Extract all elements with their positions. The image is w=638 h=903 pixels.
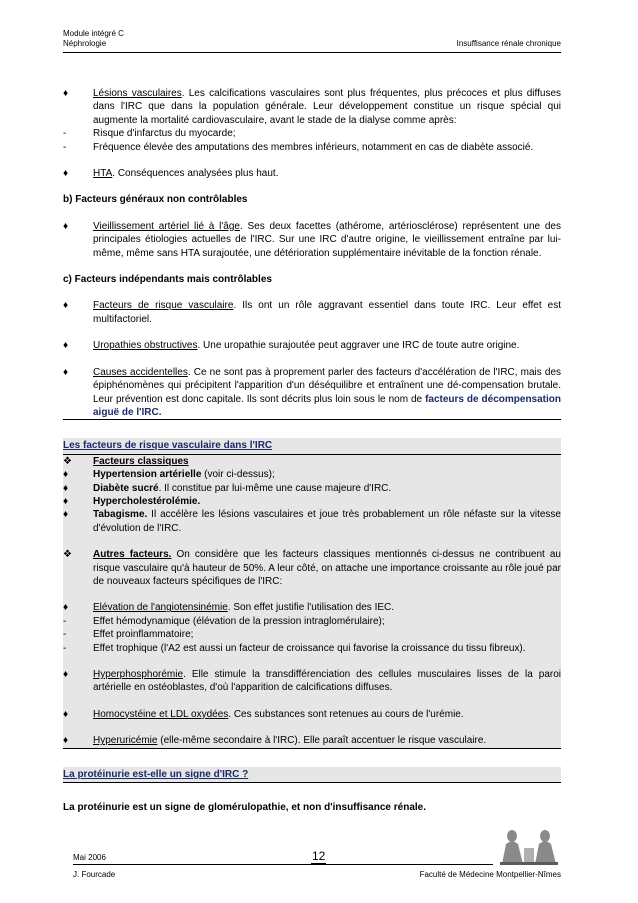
- item-title: Vieillissement artériel lié à l'âge: [93, 220, 240, 232]
- diamond-bullet-icon: ♦: [63, 602, 69, 614]
- item-title: Autres facteurs.: [93, 549, 172, 561]
- item-text: . Ses deux facettes (athérome, artériosclérose) représentent une des principales étiologies actuelles de l'IRC. Sur une IRC d'autre origine, le vieillissement entraîne par lui-même, même sans HTA surajoutée, une détérioration supplémentaire inévitable de la fonction rénale.: [93, 220, 561, 259]
- diamond-bullet-icon: ♦: [63, 168, 69, 180]
- dash-bullet: -: [63, 629, 67, 641]
- list-item: [63, 455, 561, 468]
- item-text: (voir ci-dessus);: [201, 469, 275, 481]
- vascular-risk-box: [63, 438, 561, 748]
- diamond-bullet-icon: ♦: [63, 220, 69, 232]
- dash-text: Risque d'infarctus du myocarde;: [93, 128, 236, 140]
- diamond-bullet-icon: ♦: [63, 366, 69, 378]
- item-title: Hyperuricémie: [93, 735, 158, 747]
- diamond-bullet-icon: ♦: [63, 509, 69, 521]
- footer-author: J. Fourcade: [73, 870, 116, 879]
- box-title: Les facteurs de risque vasculaire dans l'IRC: [63, 438, 561, 454]
- item-title: Hypercholestérolémie.: [93, 495, 201, 507]
- header-divider: [63, 52, 561, 53]
- list-item: [63, 87, 561, 127]
- header-module: Module intégré C: [63, 29, 124, 38]
- dash-item: [63, 127, 561, 140]
- check-bullet-icon: ❖: [63, 455, 72, 467]
- dash-text: Fréquence élevée des amputations des membres inférieurs, notamment en cas de diabète associé.: [93, 141, 534, 153]
- dash-item: [63, 615, 561, 628]
- list-item: [63, 339, 561, 352]
- dash-text: Effet hémodynamique (élévation de la pression intraglomérulaire);: [93, 615, 385, 627]
- dash-bullet: -: [63, 141, 67, 153]
- list-item: [63, 482, 561, 495]
- diamond-bullet-icon: ♦: [63, 735, 69, 747]
- diamond-bullet-icon: ♦: [63, 482, 69, 494]
- dash-item: [63, 642, 561, 655]
- list-item: [63, 508, 561, 535]
- footer-divider: [73, 864, 493, 865]
- item-title: Elévation de l'angiotensinémie: [93, 602, 228, 614]
- dash-text: Effet trophique (l'A2 est aussi un facteur de croissance qui favorise la croissance du tissu fibreux).: [93, 642, 526, 654]
- faculty-logo-icon: [496, 826, 562, 866]
- item-title: HTA: [93, 168, 113, 180]
- item-text: . Conséquences analysées plus haut.: [112, 168, 279, 180]
- item-title: Uropathies obstructives: [93, 340, 198, 352]
- list-item: [63, 299, 561, 326]
- page-content: [63, 87, 561, 814]
- dash-item: [63, 141, 561, 154]
- page-header: [63, 29, 561, 49]
- item-title: Facteurs de risque vasculaire: [93, 300, 234, 312]
- item-text: . Son effet justifie l'utilisation des IEC.: [227, 602, 395, 614]
- diamond-bullet-icon: ♦: [63, 708, 69, 720]
- list-item: [63, 601, 561, 614]
- list-item: [63, 167, 561, 180]
- proteinuria-question: La protéinurie est-elle un signe d'IRC ?: [63, 767, 561, 783]
- list-item: [63, 734, 561, 748]
- item-text: (elle-même secondaire à l'IRC). Elle paraît accentuer le risque vasculaire.: [157, 735, 487, 747]
- proteinuria-answer: La protéinurie est un signe de glomérulopathie, et non d'insuffisance rénale.: [63, 802, 426, 814]
- footer-faculty: Faculté de Médecine Montpellier-Nîmes: [419, 870, 561, 879]
- item-text: . Les calcifications vasculaires sont plus fréquentes, plus précoces et plus diffuses dans l'IRC que dans la population générale. Leur développement constitue un risque spécial qui augmente la mortalité cardiovasculaire, avant le stade de la dialyse comme après:: [93, 88, 561, 126]
- diamond-bullet-icon: ♦: [63, 495, 69, 507]
- list-item: [63, 668, 561, 695]
- item-title: Facteurs classiques: [93, 455, 189, 467]
- diamond-bullet-icon: ♦: [63, 669, 69, 680]
- check-bullet-icon: ❖: [63, 549, 72, 561]
- diamond-bullet-icon: ♦: [63, 340, 69, 352]
- item-text: . Ce ne sont pas à proprement parler des facteurs d'accélération de l'IRC, mais des épiphénomènes qui précipitent l'apparition d'un déséquilibre et entraînent une dé-compensation brutale. Leur prévention est donc capitale. Ils sont décrits plus loin sous le nom de: [93, 366, 562, 405]
- item-text: Il accélère les lésions vasculaires et joue très probablement un rôle néfaste sur la vitesse d'évolution de l'IRC.: [93, 509, 561, 534]
- item-text: . Ils ont un rôle aggravant essentiel dans toute IRC. Leur effet est multifactoriel.: [93, 300, 561, 325]
- dash-item: [63, 628, 561, 641]
- item-text: On considère que les facteurs classiques mentionnés ci-dessus ne contribuent au risque vasculaire qu'à hauteur de 50%. A leur côté, on attache une importance croissante au rôle joué par de nouveaux facteurs spécifiques de l'IRC:: [93, 549, 561, 587]
- diamond-bullet-icon: ♦: [63, 469, 69, 481]
- item-text: . Il constitue par lui-même une cause majeure d'IRC.: [158, 482, 392, 494]
- dash-bullet: -: [63, 128, 67, 140]
- list-item: [63, 495, 561, 508]
- header-course: Insuffisance rénale chronique: [456, 39, 561, 48]
- item-text: . Une uropathie surajoutée peut aggraver une IRC de toute autre origine.: [197, 340, 520, 352]
- section-c-heading: c) Facteurs indépendants mais contrôlables: [63, 274, 272, 286]
- list-item: [63, 548, 561, 588]
- diamond-bullet-icon: ♦: [63, 88, 69, 99]
- list-item: [63, 220, 561, 260]
- list-item: [63, 468, 561, 481]
- item-text: . Elle stimule la transdifférenciation des cellules musculaires lisses de la paroi artérielle en ostéoblastes, d'où l'apparition de calcifications diffuses.: [93, 669, 561, 694]
- footer-date: Mai 2006: [73, 853, 106, 862]
- item-title: Tabagisme.: [93, 509, 148, 521]
- dash-bullet: -: [63, 642, 67, 654]
- header-subject: Néphrologie: [63, 39, 107, 48]
- item-title: Homocystéine et LDL oxydées: [93, 708, 229, 720]
- section-b-heading: b) Facteurs généraux non contrôlables: [63, 194, 248, 206]
- list-item: [63, 708, 561, 721]
- item-title: Diabète sucré: [93, 482, 159, 494]
- item-title: Lésions vasculaires: [93, 88, 182, 99]
- item-title: Causes accidentelles: [93, 366, 188, 378]
- dash-text: Effet proinflammatoire;: [93, 629, 194, 641]
- item-title: Hypertension artérielle: [93, 469, 202, 481]
- diamond-bullet-icon: ♦: [63, 300, 69, 312]
- item-text: . Ces substances sont retenues au cours de l'urémie.: [228, 708, 464, 720]
- page-number: 12: [312, 849, 326, 863]
- dash-bullet: -: [63, 615, 67, 627]
- list-item: [63, 366, 561, 421]
- item-bold-text: facteurs de décompensation aiguë de l'IRC.: [93, 393, 561, 418]
- item-title: Hyperphosphorémie: [93, 669, 184, 680]
